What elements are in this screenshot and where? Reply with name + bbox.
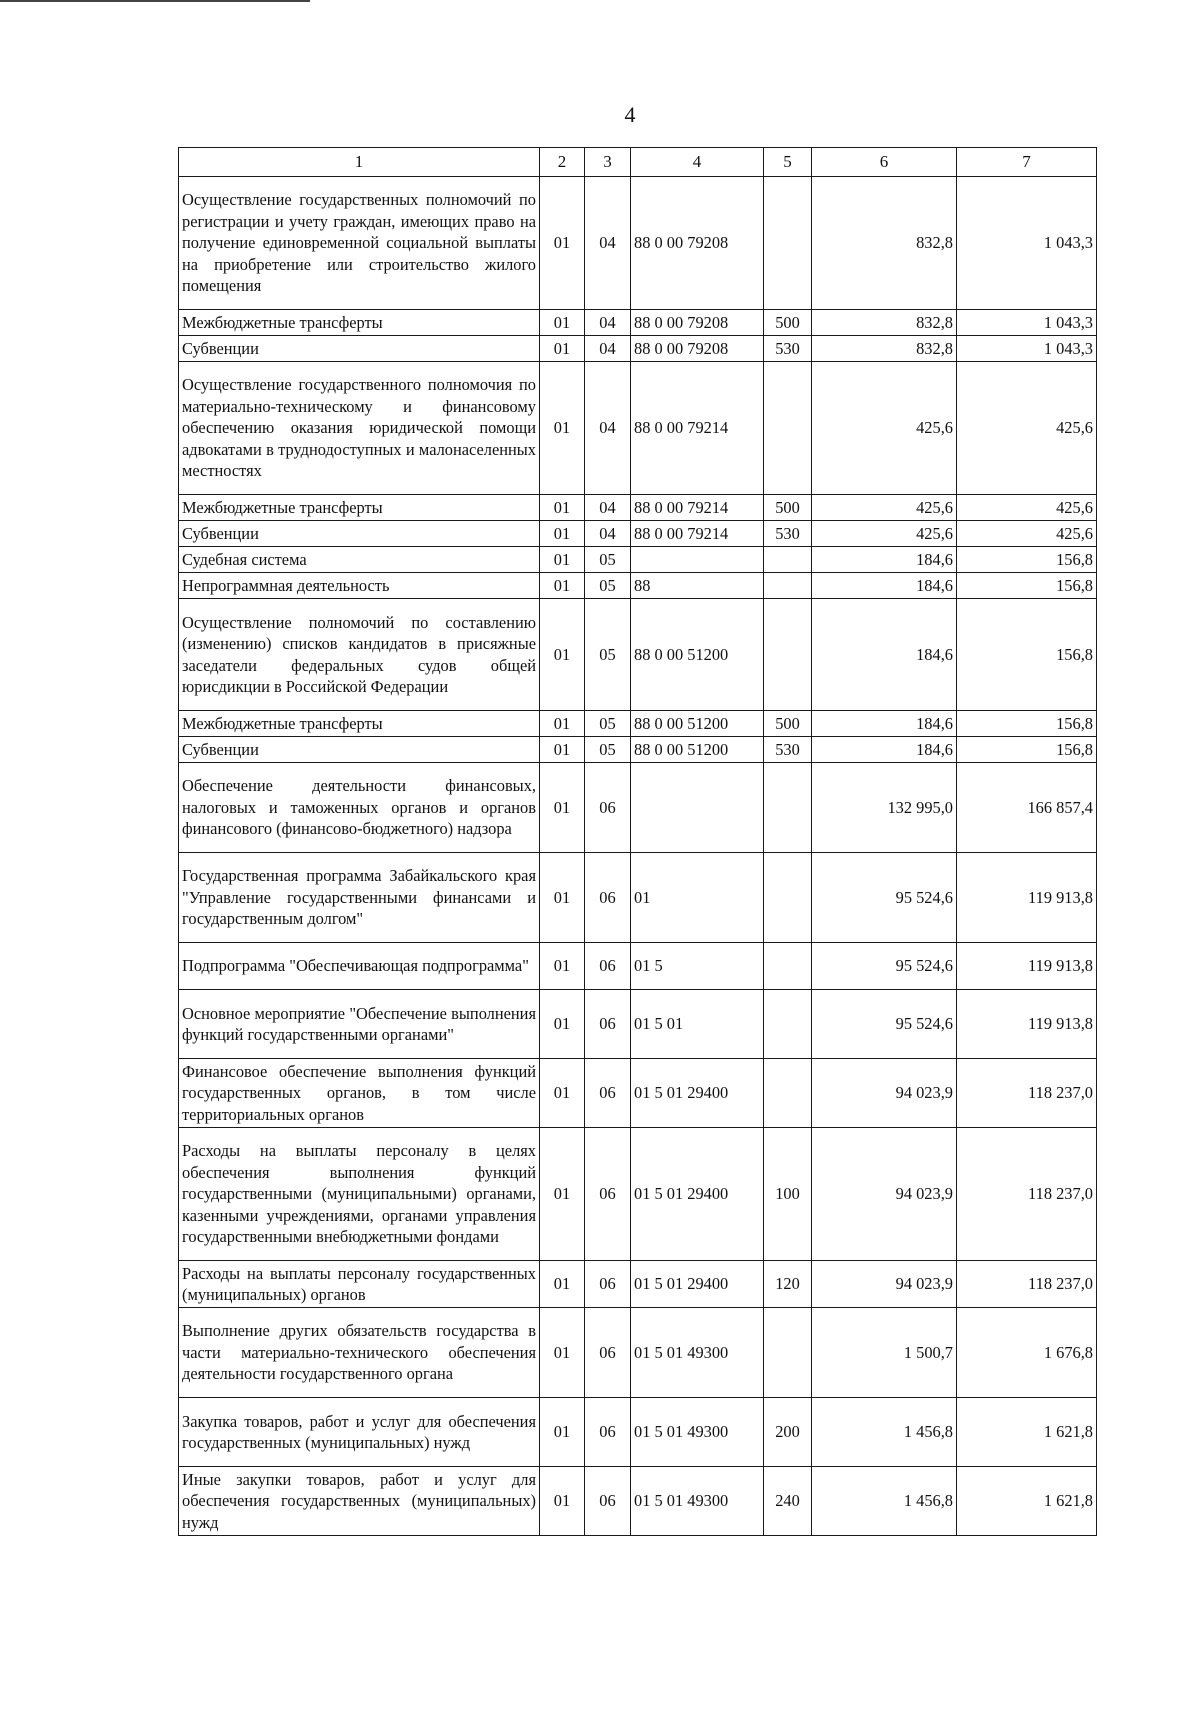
table-row: [179, 336, 1097, 362]
row-amount-col6-cell: 184,6: [812, 737, 957, 763]
row-section-cell: 01: [540, 943, 585, 990]
row-expense-type-cell: [764, 990, 812, 1059]
row-name-cell: Непрограммная деятельность: [179, 573, 540, 599]
row-amount-col6-cell: 1 500,7: [812, 1308, 957, 1398]
table-row: [179, 853, 1097, 943]
row-subsection-cell: 04: [585, 310, 631, 336]
table-row: [179, 711, 1097, 737]
row-target-article-cell: 01 5 01 29400: [631, 1128, 764, 1261]
column-header-6: 6: [812, 148, 957, 177]
row-amount-col6-cell: 94 023,9: [812, 1261, 957, 1308]
row-section-cell: 01: [540, 1467, 585, 1536]
row-expense-type-cell: 500: [764, 711, 812, 737]
row-name-cell: Межбюджетные трансферты: [179, 495, 540, 521]
row-amount-col6-cell: 95 524,6: [812, 990, 957, 1059]
row-section-cell: 01: [540, 737, 585, 763]
row-amount-col6-cell: 1 456,8: [812, 1398, 957, 1467]
row-section-cell: 01: [540, 1398, 585, 1467]
row-section-cell: 01: [540, 599, 585, 711]
row-amount-col7-cell: 156,8: [957, 599, 1097, 711]
table-row: [179, 177, 1097, 310]
row-target-article-cell: 88 0 00 51200: [631, 737, 764, 763]
row-expense-type-cell: 530: [764, 336, 812, 362]
row-amount-col6-cell: 95 524,6: [812, 943, 957, 990]
row-subsection-cell: 04: [585, 521, 631, 547]
row-amount-col7-cell: 156,8: [957, 711, 1097, 737]
row-subsection-cell: 06: [585, 1467, 631, 1536]
row-name-cell: Закупка товаров, работ и услуг для обеспечения государственных (муниципальных) нужд: [179, 1398, 540, 1467]
row-subsection-cell: 06: [585, 1308, 631, 1398]
row-section-cell: 01: [540, 990, 585, 1059]
column-header-3: 3: [585, 148, 631, 177]
row-amount-col6-cell: 425,6: [812, 521, 957, 547]
row-amount-col7-cell: 425,6: [957, 495, 1097, 521]
row-subsection-cell: 06: [585, 1128, 631, 1261]
row-section-cell: 01: [540, 495, 585, 521]
table-row: [179, 495, 1097, 521]
row-amount-col6-cell: 1 456,8: [812, 1467, 957, 1536]
table-row: [179, 362, 1097, 495]
row-amount-col7-cell: 1 043,3: [957, 177, 1097, 310]
row-amount-col6-cell: 425,6: [812, 495, 957, 521]
row-amount-col6-cell: 184,6: [812, 599, 957, 711]
row-amount-col7-cell: 118 237,0: [957, 1128, 1097, 1261]
row-name-cell: Иные закупки товаров, работ и услуг для обеспечения государственных (муниципальных) нужд: [179, 1467, 540, 1536]
row-subsection-cell: 06: [585, 990, 631, 1059]
row-expense-type-cell: 200: [764, 1398, 812, 1467]
row-amount-col7-cell: 119 913,8: [957, 853, 1097, 943]
row-expense-type-cell: 500: [764, 495, 812, 521]
row-subsection-cell: 06: [585, 853, 631, 943]
row-amount-col6-cell: 832,8: [812, 177, 957, 310]
row-target-article-cell: 88 0 00 79208: [631, 310, 764, 336]
row-amount-col6-cell: 94 023,9: [812, 1059, 957, 1128]
row-amount-col6-cell: 184,6: [812, 547, 957, 573]
row-amount-col6-cell: 184,6: [812, 573, 957, 599]
row-expense-type-cell: 500: [764, 310, 812, 336]
row-target-article-cell: 01 5 01 29400: [631, 1059, 764, 1128]
row-target-article-cell: 88: [631, 573, 764, 599]
table-row: [179, 737, 1097, 763]
row-expense-type-cell: [764, 599, 812, 711]
row-name-cell: Субвенции: [179, 737, 540, 763]
row-section-cell: 01: [540, 1308, 585, 1398]
row-expense-type-cell: [764, 1059, 812, 1128]
row-section-cell: 01: [540, 1128, 585, 1261]
row-target-article-cell: 01 5 01: [631, 990, 764, 1059]
row-name-cell: Выполнение других обязательств государства в части материально-технического обеспечения деятельности государственного органа: [179, 1308, 540, 1398]
row-subsection-cell: 05: [585, 547, 631, 573]
row-target-article-cell: 88 0 00 79214: [631, 521, 764, 547]
row-subsection-cell: 05: [585, 573, 631, 599]
row-amount-col7-cell: 1 676,8: [957, 1308, 1097, 1398]
row-section-cell: 01: [540, 521, 585, 547]
row-expense-type-cell: 530: [764, 737, 812, 763]
row-name-cell: Субвенции: [179, 336, 540, 362]
row-name-cell: Осуществление государственного полномочия по материально-техническому и финансовому обеспечению оказания юридической помощи адвокатами в труднодоступных и малонаселенных местностях: [179, 362, 540, 495]
scan-edge-line: [0, 0, 310, 2]
table-row: [179, 1308, 1097, 1398]
row-target-article-cell: 88 0 00 79214: [631, 495, 764, 521]
row-name-cell: Подпрограмма "Обеспечивающая подпрограмма": [179, 943, 540, 990]
table-row: [179, 1398, 1097, 1467]
row-section-cell: 01: [540, 573, 585, 599]
table-row: [179, 990, 1097, 1059]
row-section-cell: 01: [540, 362, 585, 495]
row-subsection-cell: 04: [585, 495, 631, 521]
row-target-article-cell: 01: [631, 853, 764, 943]
row-amount-col6-cell: 132 995,0: [812, 763, 957, 853]
row-expense-type-cell: [764, 853, 812, 943]
row-expense-type-cell: [764, 177, 812, 310]
row-amount-col7-cell: 1 043,3: [957, 336, 1097, 362]
row-amount-col7-cell: 118 237,0: [957, 1059, 1097, 1128]
row-amount-col7-cell: 118 237,0: [957, 1261, 1097, 1308]
row-expense-type-cell: [764, 1308, 812, 1398]
row-amount-col6-cell: 832,8: [812, 336, 957, 362]
row-target-article-cell: 01 5: [631, 943, 764, 990]
table-row: [179, 310, 1097, 336]
row-amount-col7-cell: 156,8: [957, 737, 1097, 763]
row-target-article-cell: 01 5 01 29400: [631, 1261, 764, 1308]
row-name-cell: Субвенции: [179, 521, 540, 547]
row-name-cell: Основное мероприятие "Обеспечение выполнения функций государственными органами": [179, 990, 540, 1059]
row-expense-type-cell: [764, 943, 812, 990]
row-subsection-cell: 04: [585, 177, 631, 310]
row-name-cell: Осуществление полномочий по составлению (изменению) списков кандидатов в присяжные заседатели федеральных судов общей юрисдикции в Российской Федерации: [179, 599, 540, 711]
row-amount-col6-cell: 95 524,6: [812, 853, 957, 943]
page-number: 4: [624, 102, 636, 127]
table-row: [179, 573, 1097, 599]
row-name-cell: Расходы на выплаты персоналу государственных (муниципальных) органов: [179, 1261, 540, 1308]
row-name-cell: Судебная система: [179, 547, 540, 573]
row-subsection-cell: 06: [585, 1059, 631, 1128]
table-row: [179, 1467, 1097, 1536]
row-name-cell: Государственная программа Забайкальского края "Управление государственными финансами и государственным долгом": [179, 853, 540, 943]
row-section-cell: 01: [540, 547, 585, 573]
row-section-cell: 01: [540, 336, 585, 362]
row-section-cell: 01: [540, 763, 585, 853]
row-expense-type-cell: 120: [764, 1261, 812, 1308]
row-subsection-cell: 06: [585, 763, 631, 853]
row-section-cell: 01: [540, 177, 585, 310]
row-expense-type-cell: [764, 573, 812, 599]
row-target-article-cell: 88 0 00 79214: [631, 362, 764, 495]
row-expense-type-cell: 100: [764, 1128, 812, 1261]
row-amount-col7-cell: 156,8: [957, 547, 1097, 573]
row-subsection-cell: 05: [585, 737, 631, 763]
row-target-article-cell: 88 0 00 51200: [631, 599, 764, 711]
row-subsection-cell: 06: [585, 943, 631, 990]
row-target-article-cell: 88 0 00 79208: [631, 177, 764, 310]
table-body: [179, 177, 1097, 1536]
row-subsection-cell: 06: [585, 1261, 631, 1308]
row-amount-col6-cell: 184,6: [812, 711, 957, 737]
row-section-cell: 01: [540, 1059, 585, 1128]
row-amount-col7-cell: 166 857,4: [957, 763, 1097, 853]
row-subsection-cell: 05: [585, 711, 631, 737]
table-row: [179, 521, 1097, 547]
budget-table: [178, 147, 1097, 1536]
row-subsection-cell: 05: [585, 599, 631, 711]
table-row: [179, 943, 1097, 990]
row-amount-col7-cell: 425,6: [957, 362, 1097, 495]
row-amount-col7-cell: 1 621,8: [957, 1467, 1097, 1536]
row-expense-type-cell: 240: [764, 1467, 812, 1536]
row-amount-col7-cell: 1 043,3: [957, 310, 1097, 336]
row-subsection-cell: 04: [585, 336, 631, 362]
column-header-2: 2: [540, 148, 585, 177]
column-header-5: 5: [764, 148, 812, 177]
row-name-cell: Межбюджетные трансферты: [179, 310, 540, 336]
table-row: [179, 547, 1097, 573]
row-name-cell: Межбюджетные трансферты: [179, 711, 540, 737]
row-subsection-cell: 04: [585, 362, 631, 495]
row-expense-type-cell: [764, 362, 812, 495]
row-amount-col6-cell: 94 023,9: [812, 1128, 957, 1261]
row-section-cell: 01: [540, 310, 585, 336]
table-row: [179, 1261, 1097, 1308]
row-target-article-cell: [631, 547, 764, 573]
column-header-4: 4: [631, 148, 764, 177]
row-amount-col6-cell: 425,6: [812, 362, 957, 495]
row-target-article-cell: 88 0 00 51200: [631, 711, 764, 737]
row-expense-type-cell: [764, 763, 812, 853]
row-target-article-cell: 01 5 01 49300: [631, 1467, 764, 1536]
table-header-row: [179, 148, 1097, 177]
row-amount-col7-cell: 119 913,8: [957, 943, 1097, 990]
row-name-cell: Обеспечение деятельности финансовых, налоговых и таможенных органов и органов финансового (финансово-бюджетного) надзора: [179, 763, 540, 853]
row-section-cell: 01: [540, 1261, 585, 1308]
row-amount-col6-cell: 832,8: [812, 310, 957, 336]
row-target-article-cell: [631, 763, 764, 853]
row-name-cell: Расходы на выплаты персоналу в целях обеспечения выполнения функций государственными (муниципальными) органами, казенными учреждениями, органами управления государственными внебюджетными фондами: [179, 1128, 540, 1261]
table-row: [179, 1059, 1097, 1128]
row-name-cell: Осуществление государственных полномочий по регистрации и учету граждан, имеющих право на получение единовременной социальной выплаты на приобретение или строительство жилого помещения: [179, 177, 540, 310]
row-amount-col7-cell: 1 621,8: [957, 1398, 1097, 1467]
row-amount-col7-cell: 156,8: [957, 573, 1097, 599]
row-target-article-cell: 88 0 00 79208: [631, 336, 764, 362]
row-subsection-cell: 06: [585, 1398, 631, 1467]
row-target-article-cell: 01 5 01 49300: [631, 1398, 764, 1467]
row-section-cell: 01: [540, 711, 585, 737]
row-name-cell: Финансовое обеспечение выполнения функций государственных органов, в том числе территориальных органов: [179, 1059, 540, 1128]
row-amount-col7-cell: 425,6: [957, 521, 1097, 547]
table-row: [179, 599, 1097, 711]
row-target-article-cell: 01 5 01 49300: [631, 1308, 764, 1398]
table-row: [179, 763, 1097, 853]
row-expense-type-cell: 530: [764, 521, 812, 547]
row-amount-col7-cell: 119 913,8: [957, 990, 1097, 1059]
column-header-7: 7: [957, 148, 1097, 177]
row-section-cell: 01: [540, 853, 585, 943]
table-row: [179, 1128, 1097, 1261]
column-header-1: 1: [179, 148, 540, 177]
row-expense-type-cell: [764, 547, 812, 573]
